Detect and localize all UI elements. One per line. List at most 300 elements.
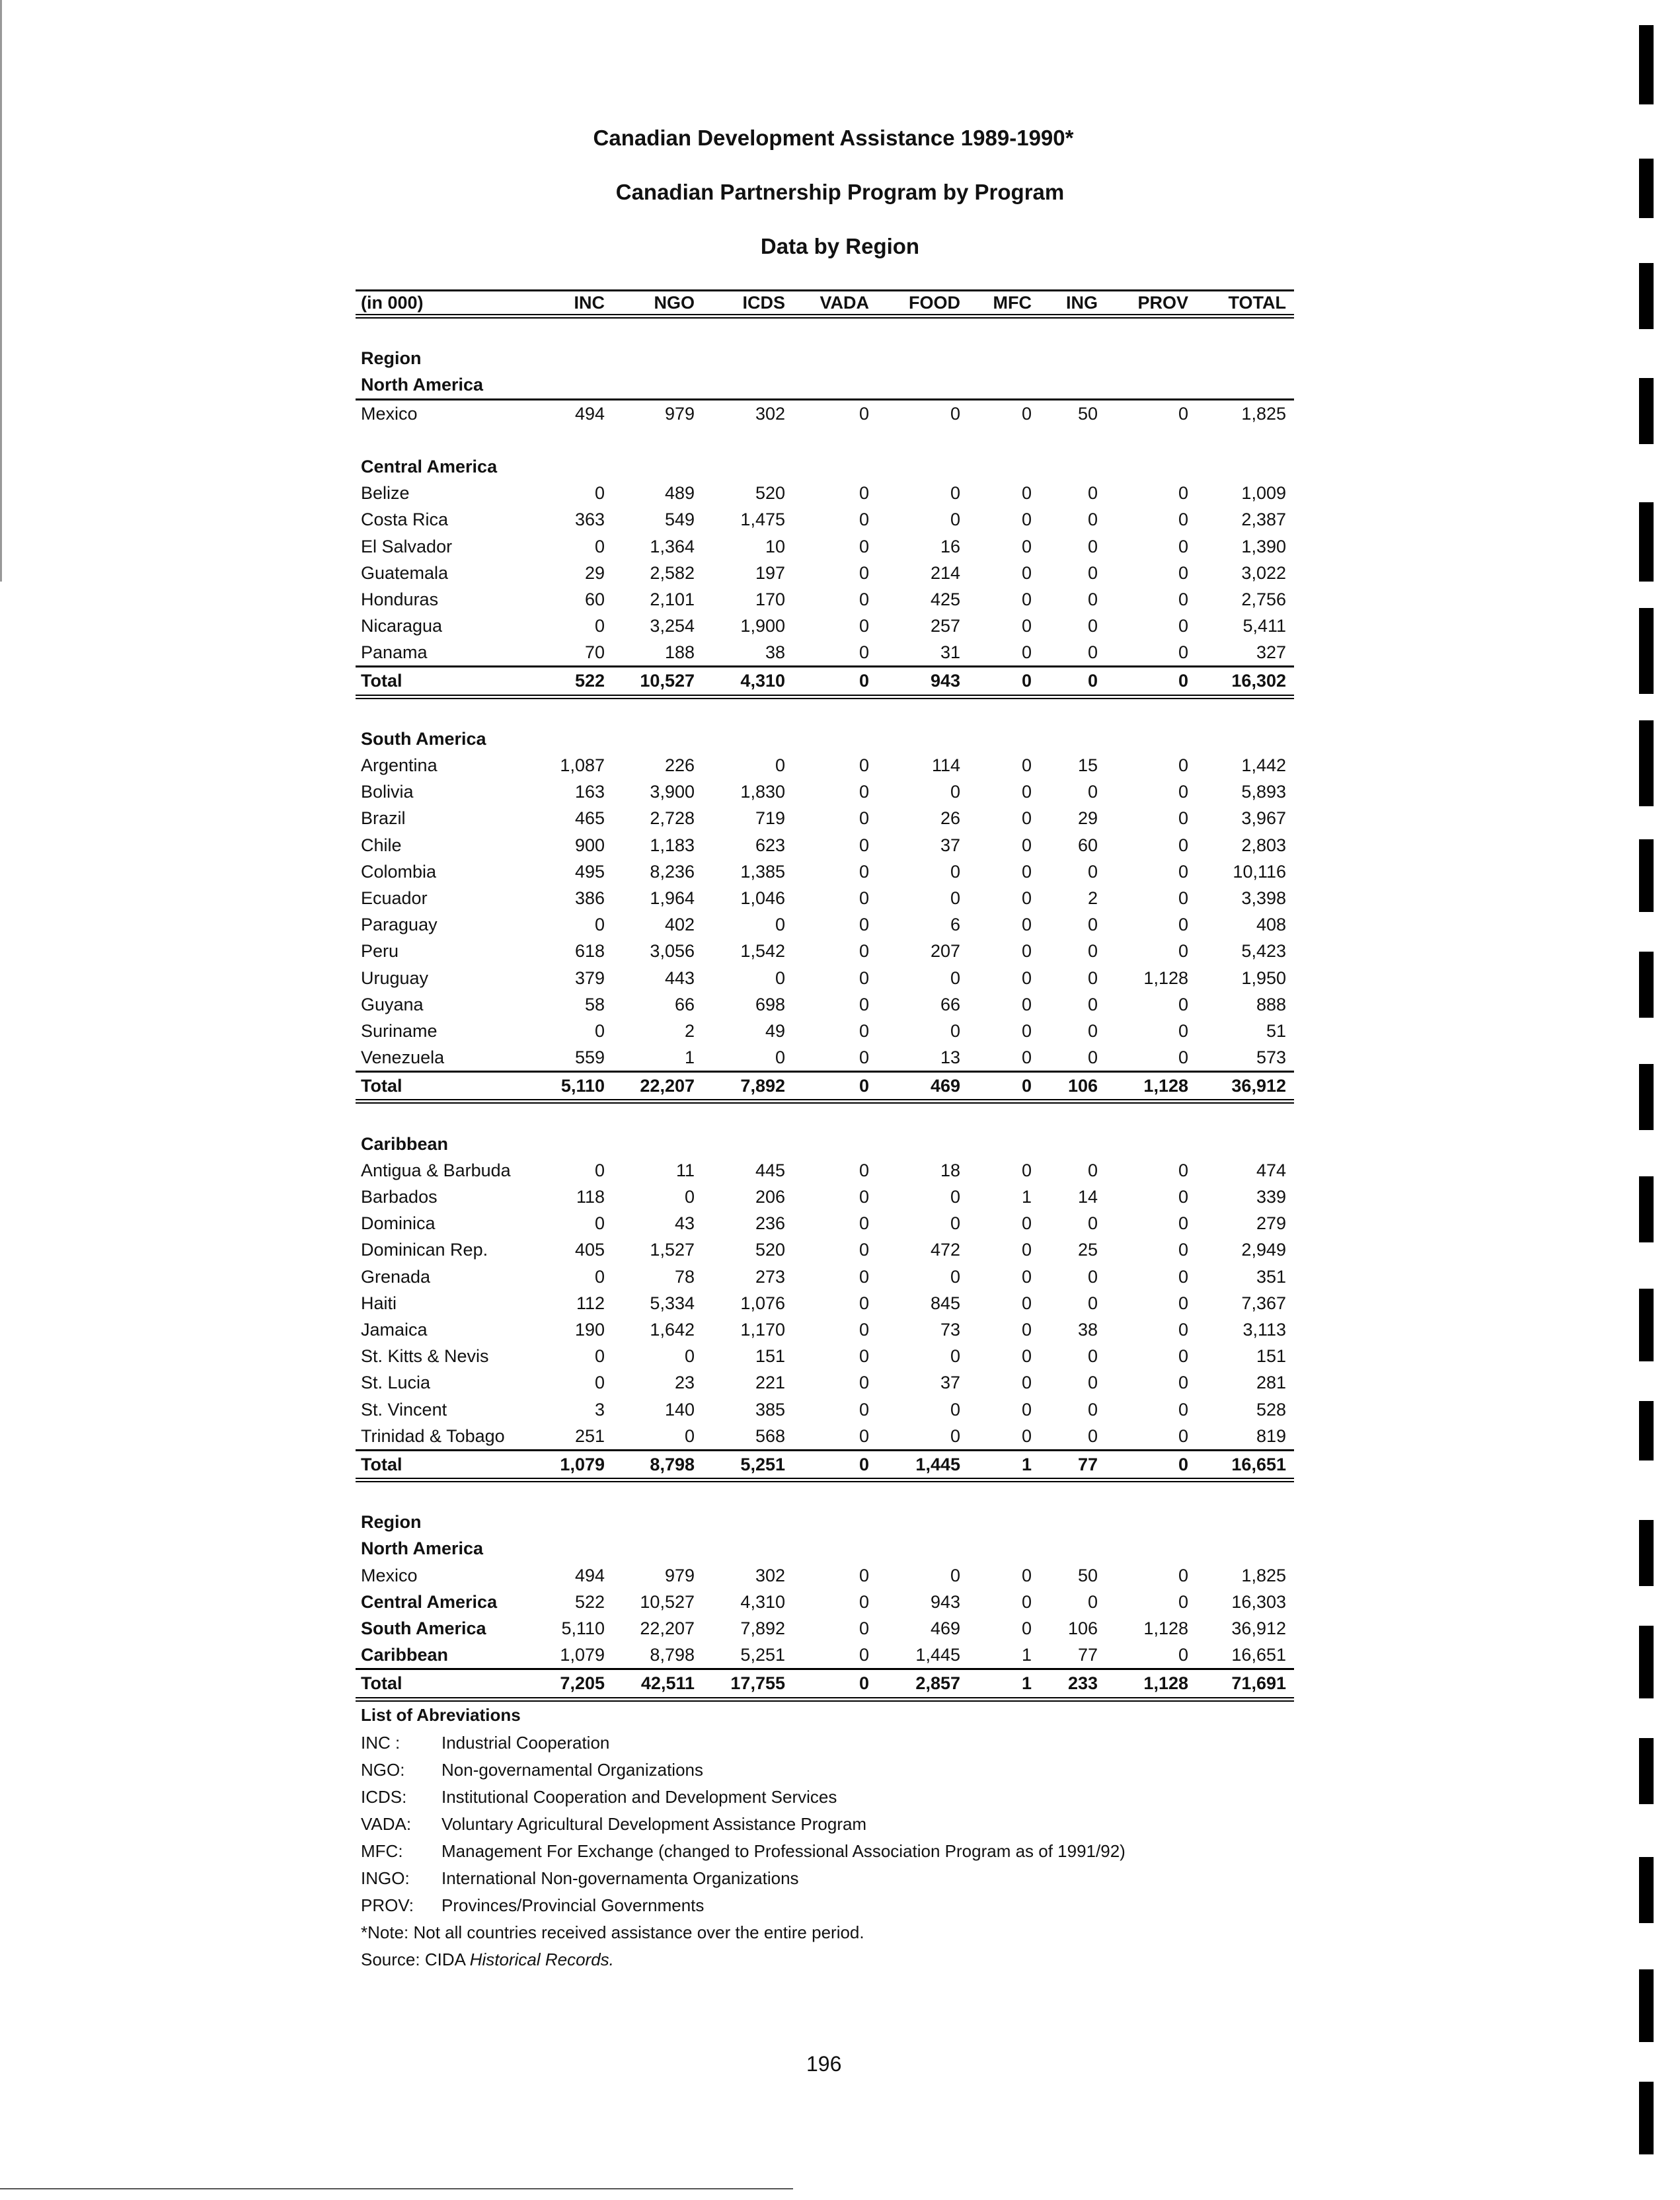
column-header-mfc: MFC	[993, 293, 1032, 313]
scan-margin-mark	[1639, 2082, 1654, 2154]
spacer-row	[356, 1104, 1294, 1130]
cell-ngo: 1,642	[650, 1319, 695, 1340]
cell-mfc: 0	[1021, 1618, 1032, 1638]
cell-prov: 0	[1178, 483, 1188, 504]
cell-food: 1,445	[915, 1454, 960, 1474]
cell-icds: 0	[775, 967, 785, 988]
cell-vada: 0	[859, 642, 869, 663]
row-label: Bolivia	[361, 782, 414, 802]
cell-food: 6	[950, 915, 960, 935]
total-row	[356, 1073, 1294, 1104]
cell-mfc: 0	[1021, 1076, 1032, 1096]
cell-ngo: 1	[684, 1047, 695, 1068]
cell-ngo: 2,582	[650, 562, 695, 583]
scan-margin-mark	[1639, 720, 1654, 806]
cell-icds: 0	[775, 915, 785, 935]
cell-prov: 1,128	[1143, 1618, 1188, 1638]
cell-total: 2,803	[1241, 835, 1286, 855]
cell-vada: 0	[859, 755, 869, 775]
cell-inc: 29	[584, 562, 605, 583]
cell-ngo: 0	[684, 1346, 695, 1367]
column-header-icds: ICDS	[742, 293, 785, 313]
cell-prov: 0	[1178, 941, 1188, 962]
cell-ing: 38	[1077, 1319, 1098, 1340]
row-label: Total	[361, 1673, 402, 1694]
column-header-ngo: NGO	[654, 293, 695, 313]
cell-mfc: 0	[1021, 782, 1032, 802]
cell-vada: 0	[859, 1319, 869, 1340]
cell-ing: 0	[1087, 1266, 1098, 1287]
row-label: Uruguay	[361, 967, 429, 988]
cell-inc: 70	[584, 642, 605, 663]
cell-vada: 0	[859, 782, 869, 802]
cell-ing: 0	[1087, 642, 1098, 663]
table-row	[356, 1369, 1294, 1396]
cell-icds: 1,900	[740, 616, 785, 636]
cell-vada: 0	[859, 510, 869, 530]
cell-total: 5,893	[1241, 782, 1286, 802]
cell-inc: 0	[594, 1020, 605, 1041]
cell-inc: 3	[594, 1399, 605, 1420]
cell-food: 845	[930, 1293, 960, 1313]
cell-ing: 77	[1077, 1645, 1098, 1665]
cell-icds: 1,076	[740, 1293, 785, 1313]
cell-mfc: 0	[1021, 967, 1032, 988]
cell-ngo: 489	[664, 483, 695, 504]
cell-mfc: 0	[1021, 835, 1032, 855]
cell-ngo: 10,527	[640, 671, 695, 691]
table-row	[356, 938, 1294, 964]
cell-total: 16,302	[1231, 671, 1286, 691]
cell-ngo: 43	[674, 1213, 695, 1234]
cell-vada: 0	[859, 1618, 869, 1638]
cell-prov: 0	[1178, 589, 1188, 609]
row-label: Costa Rica	[361, 510, 449, 530]
cell-total: 281	[1256, 1373, 1286, 1393]
cell-ngo: 1,364	[650, 536, 695, 556]
cell-vada: 0	[859, 967, 869, 988]
section-heading-row	[356, 1509, 1294, 1535]
cell-total: 528	[1256, 1399, 1286, 1420]
cell-food: 943	[930, 1591, 960, 1612]
cell-food: 943	[930, 671, 960, 691]
cell-ngo: 3,254	[650, 616, 695, 636]
cell-ing: 106	[1067, 1618, 1098, 1638]
row-label: Nicaragua	[361, 616, 443, 636]
cell-icds: 273	[755, 1266, 785, 1287]
table-row	[356, 533, 1294, 560]
cell-vada: 0	[859, 562, 869, 583]
cell-ngo: 5,334	[650, 1293, 695, 1313]
cell-total: 2,756	[1241, 589, 1286, 609]
row-label: Mexico	[361, 403, 418, 424]
cell-total: 16,303	[1231, 1591, 1286, 1612]
table-row	[356, 1236, 1294, 1263]
cell-prov: 0	[1178, 994, 1188, 1014]
spacer-row	[356, 699, 1294, 726]
row-label: South America	[361, 1618, 486, 1638]
table-row	[356, 1290, 1294, 1316]
table-row	[356, 805, 1294, 831]
cell-vada: 0	[859, 1346, 869, 1367]
cell-vada: 0	[859, 1565, 869, 1585]
cell-mfc: 1	[1021, 1673, 1032, 1694]
cell-inc: 163	[574, 782, 605, 802]
scan-margin-mark	[1639, 1289, 1654, 1361]
row-label: Guyana	[361, 994, 424, 1014]
assistance-table	[356, 289, 1294, 1702]
cell-vada: 0	[859, 1076, 869, 1096]
cell-inc: 494	[574, 403, 605, 424]
cell-food: 257	[930, 616, 960, 636]
row-label: Belize	[361, 483, 410, 504]
cell-icds: 385	[755, 1399, 785, 1420]
cell-food: 0	[950, 1399, 960, 1420]
cell-vada: 0	[859, 1673, 869, 1694]
cell-ngo: 188	[664, 642, 695, 663]
cell-ngo: 2,101	[650, 589, 695, 609]
table-row	[356, 560, 1294, 586]
cell-vada: 0	[859, 483, 869, 504]
abbreviation-description: Provinces/Provincial Governments	[441, 1895, 705, 1915]
table-row	[356, 398, 1294, 427]
cell-ing: 0	[1087, 510, 1098, 530]
cell-ing: 0	[1087, 861, 1098, 882]
cell-mfc: 0	[1021, 888, 1032, 908]
spacer-row	[356, 427, 1294, 453]
cell-food: 16	[940, 536, 960, 556]
cell-vada: 0	[859, 1187, 869, 1207]
row-label: South America	[361, 728, 486, 749]
abbreviation-code: INGO:	[361, 1868, 410, 1888]
row-label: Caribbean	[361, 1133, 449, 1154]
cell-icds: 0	[775, 1047, 785, 1068]
table-row	[356, 1316, 1294, 1343]
cell-ing: 233	[1067, 1673, 1098, 1694]
cell-ngo: 8,798	[650, 1645, 695, 1665]
spacer-row	[356, 1482, 1294, 1509]
scan-margin-mark	[1639, 1738, 1654, 1804]
cell-food: 0	[950, 1187, 960, 1207]
abbreviation-code: ICDS:	[361, 1787, 407, 1807]
cell-ngo: 0	[684, 1187, 695, 1207]
cell-inc: 495	[574, 861, 605, 882]
cell-food: 2,857	[915, 1673, 960, 1694]
cell-prov: 0	[1178, 755, 1188, 775]
section-heading-row	[356, 371, 1294, 398]
cell-food: 66	[940, 994, 960, 1014]
cell-ngo: 8,236	[650, 861, 695, 882]
row-label: Venezuela	[361, 1047, 445, 1068]
cell-food: 26	[940, 808, 960, 829]
row-label: North America	[361, 375, 484, 395]
cell-food: 0	[950, 1565, 960, 1585]
cell-food: 0	[950, 967, 960, 988]
table-header-row	[356, 289, 1294, 319]
cell-prov: 0	[1178, 1020, 1188, 1041]
cell-ngo: 22,207	[640, 1076, 695, 1096]
cell-inc: 1,079	[560, 1645, 605, 1665]
abbreviation-item	[361, 1784, 864, 1811]
cell-total: 573	[1256, 1047, 1286, 1068]
scan-edge-line	[0, 0, 2, 582]
abbreviation-code: INC :	[361, 1733, 401, 1753]
row-label: Peru	[361, 941, 399, 962]
cell-inc: 379	[574, 967, 605, 988]
cell-vada: 0	[859, 671, 869, 691]
cell-ing: 106	[1067, 1076, 1098, 1096]
scan-margin-mark	[1639, 608, 1654, 694]
row-label: Central America	[361, 456, 498, 476]
abbreviation-description: Industrial Cooperation	[441, 1733, 610, 1753]
cell-ing: 25	[1077, 1240, 1098, 1260]
cell-icds: 170	[755, 589, 785, 609]
cell-total: 1,442	[1241, 755, 1286, 775]
cell-total: 151	[1256, 1346, 1286, 1367]
row-label: Dominica	[361, 1213, 436, 1234]
cell-total: 71,691	[1231, 1673, 1286, 1694]
cell-mfc: 0	[1021, 1240, 1032, 1260]
cell-mfc: 0	[1021, 1293, 1032, 1313]
cell-total: 327	[1256, 642, 1286, 663]
cell-icds: 151	[755, 1346, 785, 1367]
abbreviation-description: International Non-governamenta Organizations	[441, 1868, 799, 1888]
table-row	[356, 1264, 1294, 1290]
cell-prov: 0	[1178, 1454, 1188, 1474]
cell-prov: 0	[1178, 1240, 1188, 1260]
abbreviation-code: PROV:	[361, 1895, 414, 1915]
cell-mfc: 0	[1021, 1160, 1032, 1180]
column-header-food: FOOD	[909, 293, 960, 313]
row-label: El Salvador	[361, 536, 453, 556]
cell-icds: 719	[755, 808, 785, 829]
cell-ing: 0	[1087, 483, 1098, 504]
row-label: Antigua & Barbuda	[361, 1160, 511, 1180]
row-label: Honduras	[361, 589, 439, 609]
cell-total: 1,950	[1241, 967, 1286, 988]
scan-bottom-line	[0, 2188, 793, 2189]
abbreviation-item	[361, 1811, 867, 1838]
table-row	[356, 885, 1294, 911]
cell-vada: 0	[859, 403, 869, 424]
row-label: Ecuador	[361, 888, 428, 908]
abbreviation-item	[361, 1757, 864, 1784]
cell-prov: 0	[1178, 1591, 1188, 1612]
cell-ngo: 0	[684, 1425, 695, 1446]
cell-ngo: 10,527	[640, 1591, 695, 1612]
cell-prov: 0	[1178, 616, 1188, 636]
cell-mfc: 0	[1021, 562, 1032, 583]
cell-inc: 7,205	[560, 1673, 605, 1694]
cell-ing: 2	[1087, 888, 1098, 908]
cell-vada: 0	[859, 1240, 869, 1260]
cell-ing: 77	[1077, 1454, 1098, 1474]
cell-prov: 0	[1178, 861, 1188, 882]
cell-vada: 0	[859, 1047, 869, 1068]
cell-mfc: 0	[1021, 808, 1032, 829]
document-subtitle: Canadian Partnership Program by Program	[615, 180, 1065, 204]
scan-margin-mark	[1639, 1857, 1654, 1923]
cell-prov: 0	[1178, 1373, 1188, 1393]
table-row	[356, 752, 1294, 778]
cell-icds: 1,475	[740, 510, 785, 530]
cell-total: 36,912	[1231, 1618, 1286, 1638]
total-row	[356, 1451, 1294, 1482]
cell-icds: 38	[765, 642, 785, 663]
cell-icds: 17,755	[730, 1673, 785, 1694]
cell-prov: 0	[1178, 562, 1188, 583]
cell-ngo: 443	[664, 967, 695, 988]
cell-prov: 0	[1178, 1425, 1188, 1446]
cell-icds: 302	[755, 1565, 785, 1585]
cell-food: 0	[950, 510, 960, 530]
cell-icds: 7,892	[740, 1618, 785, 1638]
cell-inc: 559	[574, 1047, 605, 1068]
cell-icds: 698	[755, 994, 785, 1014]
table-row	[356, 586, 1294, 613]
table-row	[356, 858, 1294, 885]
section-heading-row	[356, 345, 1294, 371]
cell-ing: 0	[1087, 967, 1098, 988]
cell-mfc: 0	[1021, 994, 1032, 1014]
cell-food: 0	[950, 1266, 960, 1287]
cell-food: 114	[931, 755, 960, 775]
cell-total: 888	[1256, 994, 1286, 1014]
cell-mfc: 0	[1021, 1425, 1032, 1446]
cell-prov: 0	[1178, 1565, 1188, 1585]
cell-inc: 0	[594, 1373, 605, 1393]
cell-mfc: 0	[1021, 589, 1032, 609]
cell-prov: 0	[1178, 915, 1188, 935]
cell-icds: 206	[755, 1187, 785, 1207]
cell-total: 5,411	[1242, 616, 1286, 636]
cell-mfc: 0	[1021, 1399, 1032, 1420]
cell-ngo: 3,056	[650, 941, 695, 962]
source-line	[361, 1946, 864, 1973]
cell-ing: 0	[1087, 1213, 1098, 1234]
cell-inc: 465	[574, 808, 605, 829]
cell-ngo: 226	[664, 755, 695, 775]
cell-icds: 236	[755, 1213, 785, 1234]
cell-inc: 118	[576, 1187, 605, 1207]
cell-inc: 0	[594, 1160, 605, 1180]
cell-mfc: 0	[1021, 1565, 1032, 1585]
cell-ngo: 549	[664, 510, 695, 530]
column-header-inc: INC	[574, 293, 605, 313]
cell-ing: 60	[1077, 835, 1098, 855]
cell-total: 1,390	[1241, 536, 1286, 556]
cell-mfc: 0	[1021, 483, 1032, 504]
cell-mfc: 0	[1021, 915, 1032, 935]
row-label: Jamaica	[361, 1319, 428, 1340]
cell-prov: 0	[1178, 1399, 1188, 1420]
cell-inc: 1,079	[560, 1454, 605, 1474]
scan-margin-mark	[1639, 263, 1654, 329]
cell-prov: 0	[1178, 1266, 1188, 1287]
cell-total: 408	[1256, 915, 1286, 935]
cell-inc: 251	[574, 1425, 605, 1446]
cell-ngo: 1,527	[650, 1240, 695, 1260]
cell-ing: 0	[1087, 915, 1098, 935]
cell-vada: 0	[859, 1293, 869, 1313]
cell-mfc: 1	[1021, 1187, 1032, 1207]
table-row	[356, 1184, 1294, 1210]
cell-mfc: 0	[1021, 1213, 1032, 1234]
abbreviation-description: Institutional Cooperation and Development Services	[441, 1787, 837, 1807]
cell-ngo: 140	[664, 1399, 695, 1420]
scan-margin-mark	[1639, 1064, 1654, 1130]
cell-prov: 0	[1178, 808, 1188, 829]
cell-prov: 0	[1178, 403, 1188, 424]
table-row	[356, 1044, 1294, 1073]
abbreviation-description: Non-governamental Organizations	[441, 1760, 703, 1780]
cell-ing: 0	[1087, 1425, 1098, 1446]
cell-inc: 522	[574, 671, 605, 691]
cell-vada: 0	[859, 616, 869, 636]
cell-ngo: 42,511	[640, 1673, 695, 1694]
source-title: Historical Records.	[469, 1950, 614, 1969]
cell-inc: 1,087	[560, 755, 605, 775]
cell-prov: 0	[1178, 1645, 1188, 1665]
cell-inc: 0	[594, 1213, 605, 1234]
scan-margin-mark	[1639, 1969, 1654, 2042]
cell-icds: 5,251	[740, 1645, 785, 1665]
cell-icds: 1,046	[740, 888, 785, 908]
row-label: Trinidad & Tobago	[361, 1425, 505, 1446]
cell-icds: 4,310	[740, 1591, 785, 1612]
cell-food: 0	[950, 1425, 960, 1446]
row-label: Guatemala	[361, 562, 449, 583]
total-row	[356, 1670, 1294, 1701]
cell-food: 214	[930, 562, 960, 583]
cell-total: 16,651	[1231, 1454, 1286, 1474]
cell-prov: 0	[1178, 1346, 1188, 1367]
cell-vada: 0	[859, 1160, 869, 1180]
cell-ngo: 11	[675, 1160, 695, 1180]
cell-total: 1,825	[1241, 1565, 1286, 1585]
cell-ing: 15	[1077, 755, 1098, 775]
scan-margin-mark	[1639, 1176, 1654, 1242]
abbreviations-heading: List of Abreviations	[361, 1705, 521, 1725]
cell-vada: 0	[859, 1373, 869, 1393]
row-label: Total	[361, 1454, 402, 1474]
cell-prov: 0	[1178, 835, 1188, 855]
column-header-ing: ING	[1065, 293, 1098, 313]
cell-inc: 5,110	[560, 1076, 605, 1096]
cell-mfc: 0	[1021, 1047, 1032, 1068]
table-row	[356, 480, 1294, 506]
table-row	[356, 506, 1294, 533]
cell-inc: 0	[594, 915, 605, 935]
cell-prov: 0	[1178, 510, 1188, 530]
table-row	[356, 1210, 1294, 1236]
cell-icds: 10	[765, 536, 785, 556]
cell-inc: 5,110	[561, 1618, 605, 1638]
row-label: Panama	[361, 642, 428, 663]
cell-vada: 0	[859, 835, 869, 855]
cell-ngo: 8,798	[650, 1454, 695, 1474]
cell-mfc: 0	[1021, 671, 1032, 691]
cell-ngo: 78	[674, 1266, 695, 1287]
cell-mfc: 0	[1021, 1346, 1032, 1367]
cell-inc: 60	[584, 589, 605, 609]
row-label: Dominican Rep.	[361, 1240, 488, 1260]
cell-icds: 0	[775, 755, 785, 775]
row-label: Colombia	[361, 861, 437, 882]
cell-prov: 1,128	[1143, 1673, 1188, 1694]
cell-total: 351	[1256, 1266, 1286, 1287]
cell-food: 0	[950, 888, 960, 908]
